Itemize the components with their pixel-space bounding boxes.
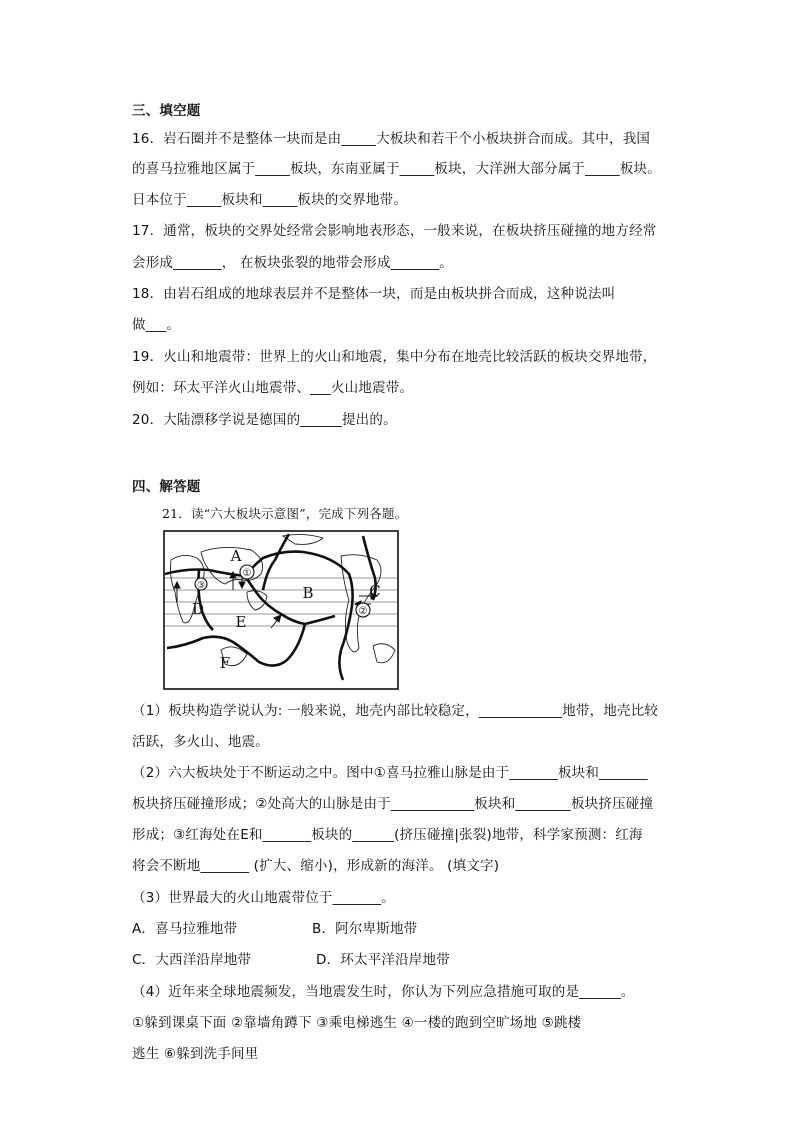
text-line: 活跃，多火山、地震。 (132, 734, 269, 750)
plate-label-e: E (235, 613, 247, 631)
section3-heading: 三、填空题 (132, 103, 201, 119)
six-plates-map (163, 530, 399, 690)
text-line: 形成；③红海处在E和_______板块的______(挤压碰撞|张裂)地带，科学家预测：红海 (132, 827, 643, 843)
option-a: A．喜马拉雅地带 (132, 921, 238, 937)
text-line: 板块挤压碰撞形成；②处高大的山脉是由于____________板块和________板块挤压碰撞 (132, 796, 654, 812)
text-line: 17．通常，板块的交界处经常会影响地表形态，一般来说，在板块挤压碰撞的地方经常 (132, 223, 657, 239)
plate-label-c: C (369, 582, 381, 600)
text-line: 18．由岩石组成的地球表层并不是整体一块，而是由板块拼合而成，这种说法叫 (132, 286, 616, 302)
option-b: B．阿尔卑斯地带 (312, 921, 418, 937)
plate-label-f: F (219, 654, 231, 672)
text-line: （2）六大板块处于不断运动之中。图中①喜马拉雅山脉是由于_______板块和_______ (132, 765, 648, 781)
text-line: 将会不断地_______ (扩大、缩小)，形成新的海洋。 (填文字) (132, 858, 500, 874)
plate-label-a: A (230, 547, 242, 565)
marker-2-label: ② (358, 606, 368, 617)
option-c: C．大西洋沿岸地带 (132, 952, 252, 968)
option-d: D．环太平洋沿岸地带 (316, 952, 450, 968)
text-line: 会形成_______， 在板块张裂的地带会形成_______。 (132, 255, 453, 271)
text-line: （3）世界最大的火山地震带位于_______。 (132, 890, 395, 906)
text-line: 20．大陆漂移学说是德国的______提出的。 (132, 412, 397, 428)
text-line: （1）板块构造学说认为: 一般来说，地壳内部比较稳定，____________地带，地壳比较 (132, 703, 659, 719)
section4-heading: 四、解答题 (132, 479, 201, 495)
plate-label-b: B (302, 584, 314, 602)
text-line: 日本位于_____板块和_____板块的交界地带。 (132, 192, 407, 208)
text-line: ①躲到课桌下面 ②靠墙角蹲下 ③乘电梯逃生 ④一楼的跑到空旷场地 ⑤跳楼 (132, 1015, 582, 1031)
text-line: 16．岩石圈并不是整体一块而是由_____大板块和若干个小板块拼合而成。其中，我国 (132, 131, 651, 147)
marker-1-label: ① (242, 568, 252, 579)
text-line: 19．火山和地震带：世界上的火山和地震，集中分布在地壳比较活跃的板块交界地带， (132, 349, 657, 365)
plate-label-d: D (191, 600, 205, 618)
marker-3-label: ③ (196, 581, 206, 591)
q21-intro: 21．读“六大板块示意图”，完成下列各题。 (162, 506, 408, 521)
text-line: 做___。 (132, 317, 181, 333)
text-line: 例如：环太平洋火山地震带、___火山地震带。 (132, 380, 414, 396)
text-line: 的喜马拉雅地区属于_____板块，东南亚属于_____板块，大洋洲大部分属于_____板块。 (132, 161, 661, 177)
text-line: 逃生 ⑥躲到洗手间里 (132, 1046, 259, 1062)
text-line: （4）近年来全球地震频发，当地震发生时，你认为下列应急措施可取的是______。 (132, 984, 635, 1000)
